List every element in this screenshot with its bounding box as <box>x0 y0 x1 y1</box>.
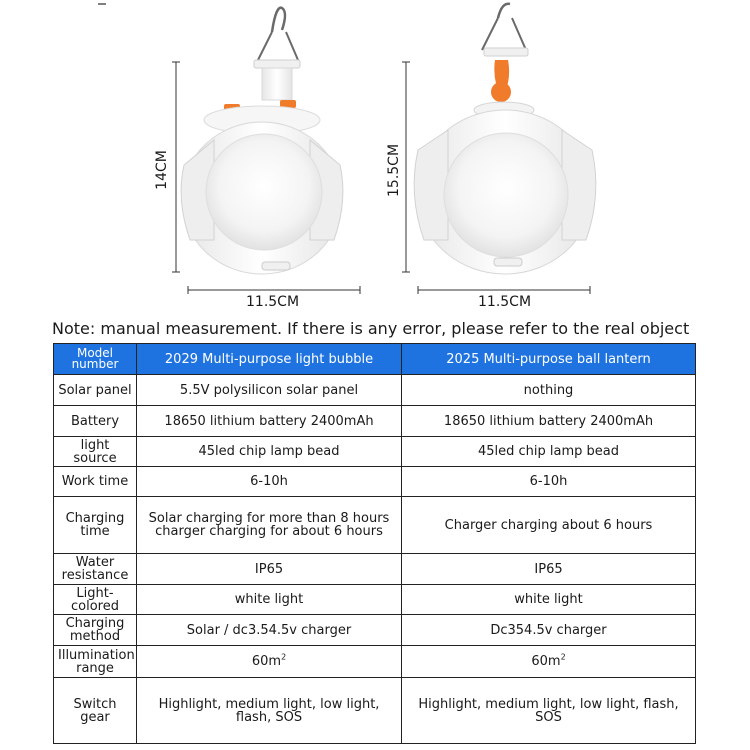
table-row <box>54 467 696 497</box>
cell-product-a: IP65 <box>137 554 402 585</box>
product-illustration <box>0 0 750 318</box>
row-label: light source <box>54 437 137 467</box>
header-product-a: 2029 Multi-purpose light bubble <box>137 344 402 375</box>
row-label: Light-colored <box>54 585 137 615</box>
cell-product-b: IP65 <box>402 554 696 585</box>
cell-product-a: Highlight, medium light, low light, flash, SOS <box>137 678 402 744</box>
header-product-b: 2025 Multi-purpose ball lantern <box>402 344 696 375</box>
cell-product-a: Solar charging for more than 8 hours charger charging for about 6 hours <box>137 497 402 554</box>
cell-product-b: 18650 lithium battery 2400mAh <box>402 406 696 437</box>
cell-product-b: 45led chip lamp bead <box>402 437 696 467</box>
cell-product-a: 5.5V polysilicon solar panel <box>137 375 402 406</box>
cell-product-b: Highlight, medium light, low light, flash, SOS <box>402 678 696 744</box>
spec-table <box>53 343 696 744</box>
illumination-value-a: 60m <box>251 654 282 669</box>
left-height-label: 14CM <box>154 150 170 190</box>
row-label: Work time <box>54 467 137 497</box>
table-row <box>54 375 696 406</box>
row-label: Solar panel <box>54 375 137 406</box>
row-label: Charging time <box>54 497 137 554</box>
table-row <box>54 585 696 615</box>
measurement-note: Note: manual measurement. If there is any error, please refer to the real object <box>52 319 690 338</box>
cell-product-b: 6-10h <box>402 467 696 497</box>
table-row <box>54 646 696 678</box>
table-row <box>54 437 696 467</box>
row-label: Switch gear <box>54 678 137 744</box>
right-width-label: 11.5CM <box>478 294 532 310</box>
product-figure-area <box>0 0 750 318</box>
cell-product-b: nothing <box>402 375 696 406</box>
row-label: Water resistance <box>54 554 137 585</box>
table-row <box>54 554 696 585</box>
table-row <box>54 497 696 554</box>
table-row <box>54 678 696 744</box>
cell-product-a <box>137 646 402 678</box>
left-width-label: 11.5CM <box>246 294 300 310</box>
cell-product-a: Solar / dc3.54.5v charger <box>137 615 402 646</box>
cell-product-a: 6-10h <box>137 467 402 497</box>
illumination-value-b: 60m <box>531 654 561 669</box>
unit-superscript: 2 <box>560 652 566 662</box>
cell-product-b: white light <box>402 585 696 615</box>
cell-product-a: 45led chip lamp bead <box>137 437 402 467</box>
header-model-number: Model number <box>54 344 137 375</box>
cell-product-b: Charger charging about 6 hours <box>402 497 696 554</box>
cell-product-a: white light <box>137 585 402 615</box>
cell-product-b: Dc354.5v charger <box>402 615 696 646</box>
cell-product-a: 18650 lithium battery 2400mAh <box>137 406 402 437</box>
row-label: Battery <box>54 406 137 437</box>
right-lamp <box>414 4 596 274</box>
table-row <box>54 615 696 646</box>
cell-product-b <box>402 646 696 678</box>
unit-superscript: 2 <box>281 652 287 662</box>
row-label: Charging method <box>54 615 137 646</box>
table-row <box>54 406 696 437</box>
right-height-label: 15.5CM <box>386 143 402 197</box>
table-header-row <box>54 344 696 375</box>
row-label: Illumination range <box>54 646 137 678</box>
left-lamp <box>98 4 343 274</box>
